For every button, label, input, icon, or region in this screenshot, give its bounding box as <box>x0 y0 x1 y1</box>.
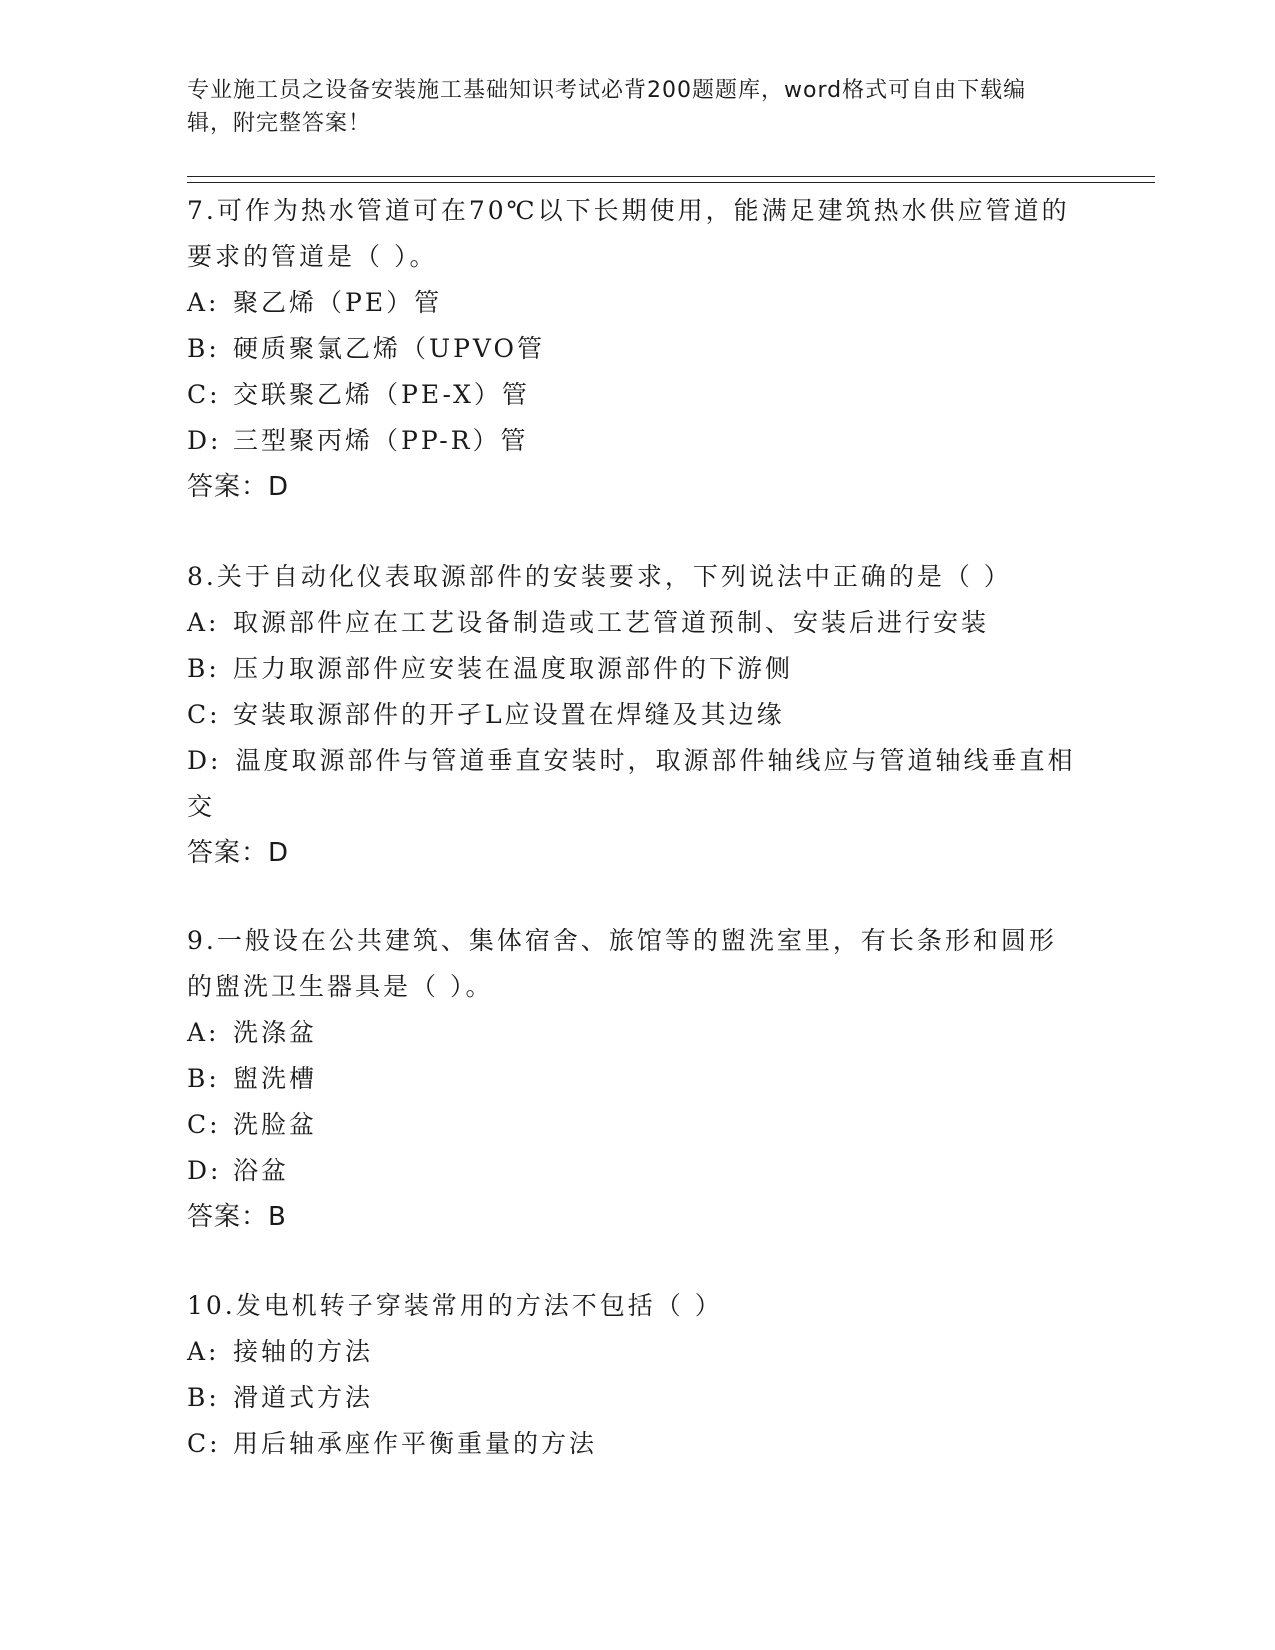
option-a <box>187 280 1077 326</box>
option-letter: A: <box>187 608 220 637</box>
header-rule-bottom <box>187 182 1155 183</box>
option-text: 用后轴承座作平衡重量的方法 <box>233 1429 598 1458</box>
option-letter: A: <box>187 288 220 317</box>
option-text: 安装取源部件的开孑L应设置在焊缝及其边缘 <box>233 700 785 729</box>
answer-label: 答案： <box>187 838 269 868</box>
option-text: 滑道式方法 <box>233 1383 374 1412</box>
option-letter: D: <box>187 426 222 455</box>
option-d <box>187 418 1077 464</box>
header-rule-top <box>187 176 1155 177</box>
question-stem: 8.关于自动化仪表取源部件的安装要求，下列说法中正确的是（ ） <box>187 562 1012 591</box>
option-letter: C: <box>187 1110 221 1139</box>
option-letter: D: <box>187 746 222 775</box>
answer-line <box>187 464 1077 510</box>
question-8 <box>187 554 1077 876</box>
option-letter: C: <box>187 700 221 729</box>
option-a <box>187 600 1077 646</box>
option-text: 取源部件应在工艺设备制造或工艺管道预制、安装后进行安装 <box>233 608 990 637</box>
option-letter: A: <box>187 1018 220 1047</box>
option-text: 聚乙烯（PE）管 <box>233 288 443 317</box>
option-letter: C: <box>187 1429 221 1458</box>
answer-value: B <box>268 1202 287 1232</box>
option-text: 温度取源部件与管道垂直安装时，取源部件轴线应与管道轴线垂直相交 <box>187 746 1076 821</box>
answer-line <box>187 1194 1077 1240</box>
question-stem: 9.一般设在公共建筑、集体宿舍、旅馆等的盥洗室里，有长条形和圆形的盥洗卫生器具是（ ）。 <box>187 926 1057 1001</box>
answer-value: D <box>268 472 290 502</box>
option-c <box>187 692 1077 738</box>
option-text: 盥洗槽 <box>233 1064 318 1093</box>
option-c <box>187 372 1077 418</box>
question-stem: 10.发电机转子穿装常用的方法不包括（ ） <box>187 1291 723 1320</box>
question-7 <box>187 188 1077 510</box>
option-a <box>187 1329 1077 1375</box>
option-b <box>187 646 1077 692</box>
option-c <box>187 1421 1077 1467</box>
option-text: 洗脸盆 <box>233 1110 318 1139</box>
option-b <box>187 1056 1077 1102</box>
option-letter: B: <box>187 334 220 363</box>
question-9 <box>187 918 1077 1240</box>
answer-label: 答案： <box>187 1202 269 1232</box>
answer-label: 答案： <box>187 472 269 502</box>
answer-value: D <box>268 838 290 868</box>
option-text: 压力取源部件应安装在温度取源部件的下游侧 <box>233 654 794 683</box>
option-letter: B: <box>187 1383 220 1412</box>
option-letter: B: <box>187 654 220 683</box>
option-b <box>187 326 1077 372</box>
option-d <box>187 738 1077 830</box>
option-c <box>187 1102 1077 1148</box>
option-d <box>187 1148 1077 1194</box>
question-10 <box>187 1283 1077 1467</box>
option-letter: A: <box>187 1337 220 1366</box>
option-letter: D: <box>187 1156 222 1185</box>
option-text: 接轴的方法 <box>233 1337 374 1366</box>
option-letter: B: <box>187 1064 220 1093</box>
option-letter: C: <box>187 380 221 409</box>
option-a <box>187 1010 1077 1056</box>
option-b <box>187 1375 1077 1421</box>
option-text: 硬质聚氯乙烯（UPVO管 <box>233 334 546 363</box>
option-text: 洗涤盆 <box>233 1018 318 1047</box>
option-text: 浴盆 <box>233 1156 290 1185</box>
question-stem: 7.可作为热水管道可在70℃以下长期使用，能满足建筑热水供应管道的要求的管道是（ ）。 <box>187 196 1070 271</box>
option-text: 交联聚乙烯（PE-X）管 <box>233 380 530 409</box>
document-header: 专业施工员之设备安装施工基础知识考试必背200题题库，word格式可自由下载编辑，附完整答案！ <box>187 78 1027 136</box>
answer-line <box>187 830 1077 876</box>
option-text: 三型聚丙烯（PP-R）管 <box>233 426 529 455</box>
